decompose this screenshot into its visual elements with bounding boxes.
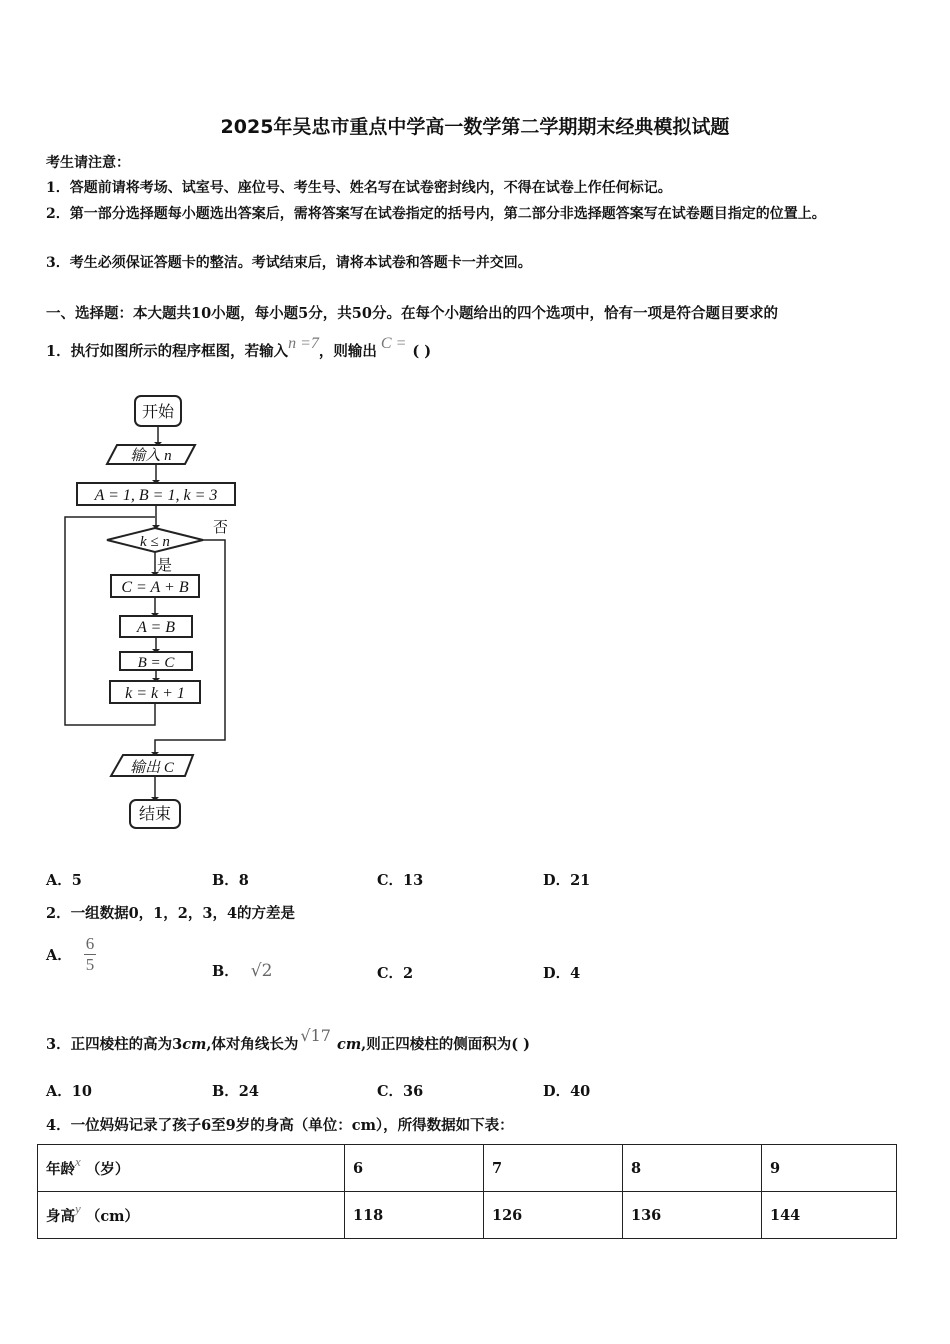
q3-pre: 3．正四棱柱的高为3 <box>46 1036 183 1053</box>
flow-yes-label: 是 <box>157 558 173 574</box>
q2-option-d: D．4 <box>543 965 581 982</box>
q1-option-b: B．8 <box>212 872 249 889</box>
q2-option-a <box>46 934 96 975</box>
table-cell: 7 <box>484 1145 623 1192</box>
q2-option-b <box>212 960 272 981</box>
flow-s2-label: A = B <box>136 619 176 636</box>
q3-option-d: D．40 <box>543 1083 591 1100</box>
notice-item-2: 2．第一部分选择题每小题选出答案后，需将答案写在试卷指定的括号内，第二部分非选择题答案写在试卷题目指定的位置上。 <box>46 206 826 222</box>
q1-math-c: C = <box>380 335 407 352</box>
q1-pre: 1．执行如图所示的程序框图，若输入 <box>46 343 289 360</box>
notice-item-1: 1．答题前请将考场、试室号、座位号、考生号、姓名写在试卷密封线内，不得在试卷上作任何标记。 <box>46 180 672 196</box>
flow-input-label: 输入 n <box>130 448 172 464</box>
table-cell: 126 <box>484 1192 623 1239</box>
q2-a-fraction <box>84 934 97 975</box>
table-cell: 118 <box>345 1192 484 1239</box>
flow-cond-label: k ≤ n <box>140 534 170 550</box>
question-4: 4．一位妈妈记录了孩子6至9岁的身高（单位：cm），所得数据如下表： <box>46 1117 514 1134</box>
q3-unit-2: cm <box>336 1036 362 1053</box>
question-3 <box>46 1026 530 1054</box>
q1-option-c: C．13 <box>377 872 424 889</box>
row1-var: x <box>75 1153 81 1169</box>
page-title: 2025年吴忠市重点中学高一数学第二学期期末经典模拟试题 <box>220 116 730 138</box>
q3-option-b: B．24 <box>212 1083 259 1100</box>
table-row <box>38 1145 897 1192</box>
flow-init-label: A = 1, B = 1, k = 3 <box>94 487 218 504</box>
question-1 <box>46 335 432 361</box>
q3-option-a: A．10 <box>46 1083 92 1100</box>
flow-start-label: 开始 <box>141 404 175 421</box>
q3-mid: ,体对角线长为 <box>206 1036 299 1053</box>
flow-s1-label: C = A + B <box>121 579 189 596</box>
flow-no-label: 否 <box>213 520 229 536</box>
flow-output-label: 输出 C <box>130 760 174 776</box>
height-table <box>37 1144 897 1239</box>
q2-b-math: √2 <box>250 961 273 981</box>
row2-var: y <box>75 1200 81 1216</box>
table-cell: 144 <box>762 1192 897 1239</box>
q2-a-denominator: 5 <box>85 955 95 974</box>
question-2: 2．一组数据0，1，2，3，4的方差是 <box>46 905 296 922</box>
table-cell: 6 <box>345 1145 484 1192</box>
flowchart <box>55 390 255 835</box>
q2-a-label: A． <box>46 947 72 964</box>
table-cell: 136 <box>623 1192 762 1239</box>
table-cell: 9 <box>762 1145 897 1192</box>
notice-heading: 考生请注意： <box>46 155 130 171</box>
table-row-label: 身高y （cm） <box>38 1192 345 1239</box>
flow-s4-label: k = k + 1 <box>125 685 185 702</box>
q2-a-numerator: 6 <box>85 934 95 953</box>
notice-item-3: 3．考生必须保证答题卡的整洁。考试结束后，请将本试卷和答题卡一并交回。 <box>46 255 532 271</box>
table-row-label: 年龄x （岁） <box>38 1145 345 1192</box>
q1-paren: ( ) <box>412 343 432 360</box>
q3-option-c: C．36 <box>377 1083 424 1100</box>
q3-sqrt: √17 <box>300 1026 331 1045</box>
flow-s3-label: B = C <box>137 655 175 671</box>
table-row <box>38 1192 897 1239</box>
q3-unit-1: cm <box>182 1036 207 1053</box>
q1-option-a: A．5 <box>46 872 82 889</box>
q3-post: ,则正四棱柱的侧面积为( ) <box>361 1036 530 1053</box>
table-cell: 8 <box>623 1145 762 1192</box>
q2-option-c: C．2 <box>377 965 414 982</box>
flow-end-label: 结束 <box>138 806 172 823</box>
section-heading: 一、选择题：本大题共10小题，每小题5分，共50分。在每个小题给出的四个选项中，恰有一项是符合题目要求的 <box>46 305 778 322</box>
q1-mid: ，则输出 <box>318 343 377 360</box>
q2-b-label: B． <box>212 963 239 980</box>
q1-math-n: n =7 <box>288 335 319 352</box>
q1-option-d: D．21 <box>543 872 591 889</box>
